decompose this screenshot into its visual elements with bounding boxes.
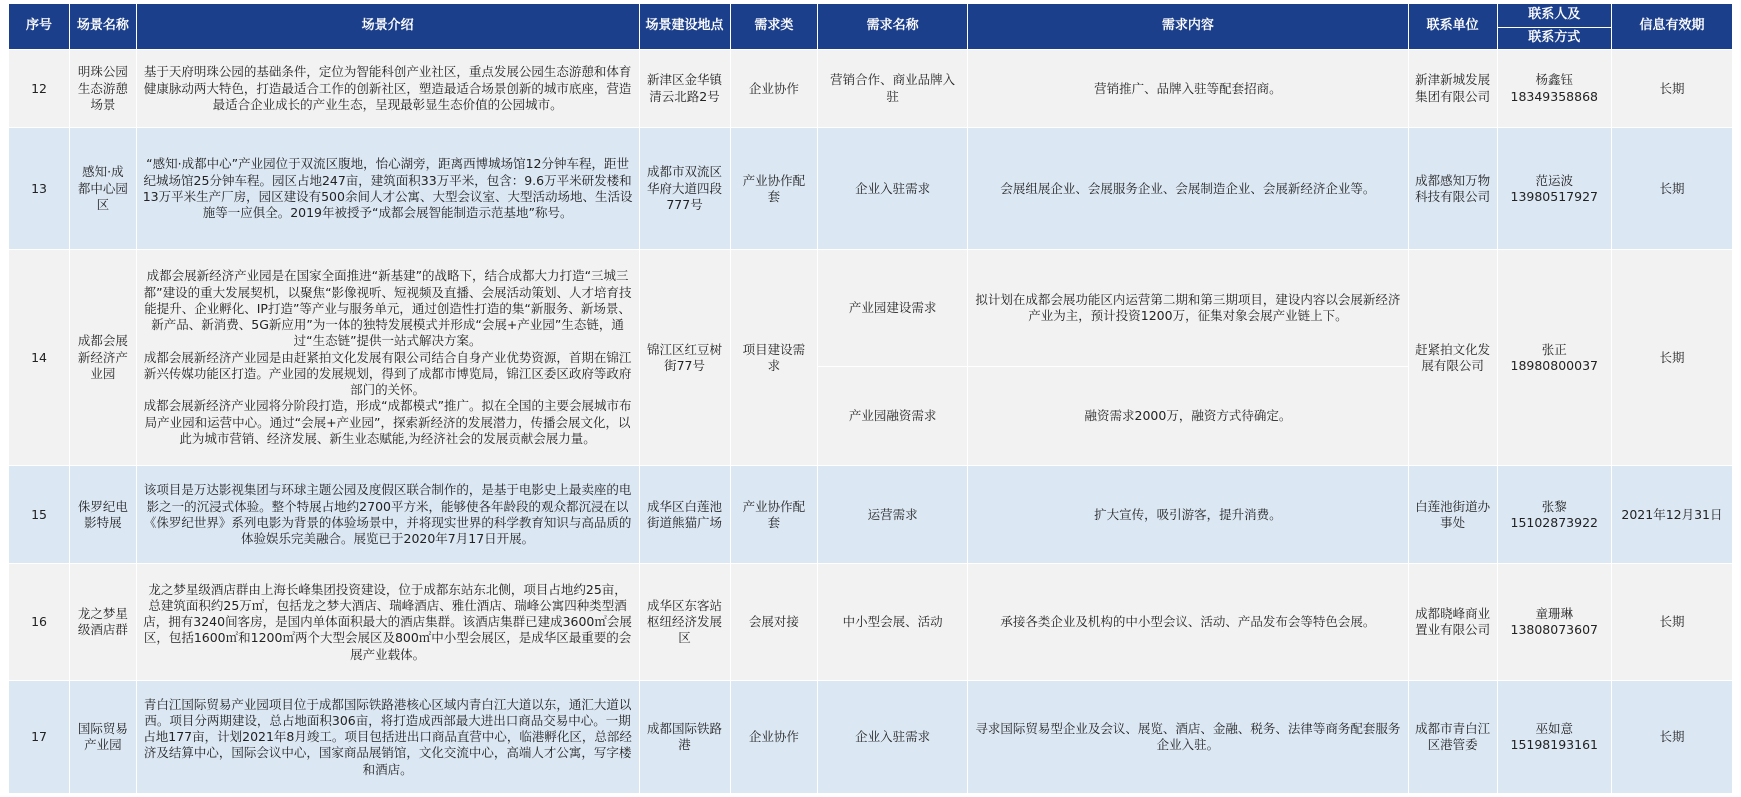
- contact-info: [1497, 466, 1611, 564]
- table-row: [9, 250, 1733, 367]
- demand-content: 扩大宣传，吸引游客，提升消费。: [968, 466, 1409, 564]
- scene-name: 明珠公园生态游憩场景: [70, 50, 137, 128]
- scene-intro: 龙之梦星级酒店群由上海长峰集团投资建设，位于成都东站东北侧，项目占地约25亩，总建筑面积约25万㎡，包括龙之梦大酒店、瑞峰酒店、雅仕酒店、瑞峰公寓四种类型酒店，拥有3240间客房，是国内单体面积最大的酒店集群。该酒店集群已建成3600㎡会展区，包括1600㎡和1200㎡两个大型会展区及800㎡中小型会展区，是成华区最重要的会展产业载体。: [136, 564, 639, 681]
- scene-intro-paragraph: 成都会展新经济产业园是在国家全面推进“新基建”的战略下，结合成都大力打造“三城三都”建设的重大发展契机，以聚焦“影像视听、短视频及直播、会展活动策划、人才培育技能提升、企业孵化、IP打造”等产业与服务单元，通过创造性打造的集“新服务、新场景、新产品、新消费、5G新应用”为一体的独特发展模式并形成“会展+产业园”生态链，通过“生态链”提供一站式解决方案。: [143, 268, 632, 349]
- demand-content: 营销推广、品牌入驻等配套招商。: [968, 50, 1409, 128]
- scene-location: 成都市双流区华府大道四段777号: [639, 128, 730, 250]
- header-location: 场景建设地点: [639, 4, 730, 50]
- demand-name: 中小型会展、活动: [818, 564, 968, 681]
- demand-name: 产业园建设需求: [818, 250, 968, 367]
- demand-content: 拟计划在成都会展功能区内运营第二期和第三期项目，建设内容以会展新经济产业为主，预计投资1200万，征集对象会展产业链上下。: [968, 250, 1409, 367]
- table-row: [9, 681, 1733, 794]
- contact-name: 范运波: [1535, 172, 1573, 188]
- header-contact-method: 联系方式: [1497, 28, 1611, 50]
- validity: 长期: [1611, 564, 1732, 681]
- contact-unit: 成都感知万物科技有限公司: [1408, 128, 1497, 250]
- demand-content: 承接各类企业及机构的中小型会议、活动、产品发布会等特色会展。: [968, 564, 1409, 681]
- contact-name: 杨鑫钰: [1535, 72, 1573, 88]
- header-demand-content: 需求内容: [968, 4, 1409, 50]
- contact-info: [1497, 50, 1611, 128]
- demand-name: 运营需求: [818, 466, 968, 564]
- scene-intro-paragraph: 成都会展新经济产业园将分阶段打造，形成“成都模式”推广。拟在全国的主要会展城市布局产业园和运营中心。通过“会展+产业园”，探索新经济的发展潜力，传播会展文化，以此为城市营销、经济发展、新生业态赋能,为经济社会的发展贡献会展力量。: [143, 398, 632, 446]
- demand-type: 项目建设需求: [730, 250, 818, 466]
- row-no: 17: [9, 681, 70, 794]
- scene-intro: “感知·成都中心”产业园位于双流区腹地，怡心湖旁，距离西博城场馆12分钟车程，距世纪城场馆25分钟车程。园区占地247亩，建筑面积33万平米，包含：9.6万平米研发楼和13万平米生产厂房，园区建设有500余间人才公寓、大型会议室、大型活动场地、生活设施等一应俱全。2019年被授予“成都会展智能制造示范基地”称号。: [136, 128, 639, 250]
- row-no: 14: [9, 250, 70, 466]
- table-row: [9, 50, 1733, 128]
- table-row: [9, 128, 1733, 250]
- contact-phone: 15102873922: [1510, 514, 1598, 530]
- validity: 长期: [1611, 128, 1732, 250]
- validity: 长期: [1611, 250, 1732, 466]
- demand-name: 企业入驻需求: [818, 128, 968, 250]
- demand-content: 会展组展企业、会展服务企业、会展制造企业、会展新经济企业等。: [968, 128, 1409, 250]
- row-no: 16: [9, 564, 70, 681]
- table-row: [9, 466, 1733, 564]
- header-scene-intro: 场景介绍: [136, 4, 639, 50]
- contact-phone: 15198193161: [1510, 737, 1598, 753]
- scene-name: 成都会展新经济产业园: [70, 250, 137, 466]
- demand-content: 寻求国际贸易型企业及会议、展览、酒店、金融、税务、法律等商务配套服务企业入驻。: [968, 681, 1409, 794]
- demand-name: 企业入驻需求: [818, 681, 968, 794]
- header-no: 序号: [9, 4, 70, 50]
- scene-location: 锦江区红豆树街77号: [639, 250, 730, 466]
- scene-intro: 基于天府明珠公园的基础条件，定位为智能科创产业社区，重点发展公园生态游憩和体育健康脉动两大特色，打造最适合工作的创新社区，塑造最适合场景创新的城市底座，营造最适合企业成长的产业生态，呈现最彰显生态价值的公园城市。: [136, 50, 639, 128]
- validity: 2021年12月31日: [1611, 466, 1732, 564]
- row-no: 15: [9, 466, 70, 564]
- validity: 长期: [1611, 681, 1732, 794]
- scene-name: 侏罗纪电影特展: [70, 466, 137, 564]
- validity: 长期: [1611, 50, 1732, 128]
- header-demand-name: 需求名称: [818, 4, 968, 50]
- scene-location: 新津区金华镇清云北路2号: [639, 50, 730, 128]
- contact-unit: 成都晓峰商业置业有限公司: [1408, 564, 1497, 681]
- demand-type: 产业协作配套: [730, 466, 818, 564]
- contact-unit: 赶紧拍文化发展有限公司: [1408, 250, 1497, 466]
- contact-info: [1497, 564, 1611, 681]
- contact-info: [1497, 250, 1611, 466]
- contact-name: 巫如意: [1535, 720, 1573, 736]
- row-no: 13: [9, 128, 70, 250]
- demand-name: 产业园融资需求: [818, 367, 968, 466]
- contact-info: [1497, 128, 1611, 250]
- demand-name: 营销合作、商业品牌入驻: [818, 50, 968, 128]
- contact-phone: 13808073607: [1510, 622, 1598, 638]
- header-validity: 信息有效期: [1611, 4, 1732, 50]
- contact-unit: 成都市青白江区港管委: [1408, 681, 1497, 794]
- demand-type: 产业协作配套: [730, 128, 818, 250]
- scene-intro: 该项目是万达影视集团与环球主题公园及度假区联合制作的，是基于电影史上最卖座的电影之一的沉浸式体验。整个特展占地约2700平方米，能够使各年龄段的观众都沉浸在以《侏罗纪世界》系列电影为背景的体验场景中，并将现实世界的科学教育知识与高品质的体验娱乐完美融合。展览已于2020年7月17日开展。: [136, 466, 639, 564]
- scene-name: 感知·成都中心园区: [70, 128, 137, 250]
- table-row: [9, 564, 1733, 681]
- demand-type: 会展对接: [730, 564, 818, 681]
- contact-name: 童珊琳: [1535, 606, 1573, 621]
- demand-content: 融资需求2000万，融资方式待确定。: [968, 367, 1409, 466]
- scene-intro-paragraph: 成都会展新经济产业园是由赶紧拍文化发展有限公司结合自身产业优势资源，首期在锦江新兴传媒功能区打造。产业园的发展规划，得到了成都市博览局，锦江区委区政府等政府部门的关怀。: [143, 349, 632, 398]
- scene-location: 成华区东客站枢纽经济发展区: [639, 564, 730, 681]
- contact-info: [1497, 681, 1611, 794]
- header-contact-unit: 联系单位: [1408, 4, 1497, 50]
- scene-intro: 青白江国际贸易产业园项目位于成都国际铁路港核心区域内青白江大道以东，通汇大道以西。项目分两期建设，总占地面积306亩，将打造成西部最大进出口商品交易中心。一期占地177亩，计划2021年8月竣工。项目包括进出口商品直营中心，临港孵化区，总部经济及结算中心，国际会议中心，国家商品展销馆，文化交流中心，高端人才公寓，写字楼和酒店。: [136, 681, 639, 794]
- scene-name: 国际贸易产业园: [70, 681, 137, 794]
- header-demand-type: 需求类: [730, 4, 818, 50]
- demand-type: 企业协作: [730, 50, 818, 128]
- scene-intro: [136, 250, 639, 466]
- scene-location: 成华区白莲池街道熊猫广场: [639, 466, 730, 564]
- contact-phone: 18349358868: [1510, 88, 1598, 104]
- header-scene-name: 场景名称: [70, 4, 137, 50]
- scene-name: 龙之梦星级酒店群: [70, 564, 137, 681]
- contact-name: 张正: [1541, 341, 1567, 357]
- contact-unit: 白莲池街道办事处: [1408, 466, 1497, 564]
- contact-unit: 新津新城发展集团有限公司: [1408, 50, 1497, 128]
- row-no: 12: [9, 50, 70, 128]
- contact-phone: 13980517927: [1510, 188, 1598, 204]
- header-contact-person: 联系人及: [1497, 4, 1611, 28]
- scenario-table: [8, 3, 1733, 794]
- demand-type: 企业协作: [730, 681, 818, 794]
- contact-name: 张黎: [1541, 498, 1567, 514]
- scene-location: 成都国际铁路港: [639, 681, 730, 794]
- contact-phone: 18980800037: [1510, 357, 1598, 373]
